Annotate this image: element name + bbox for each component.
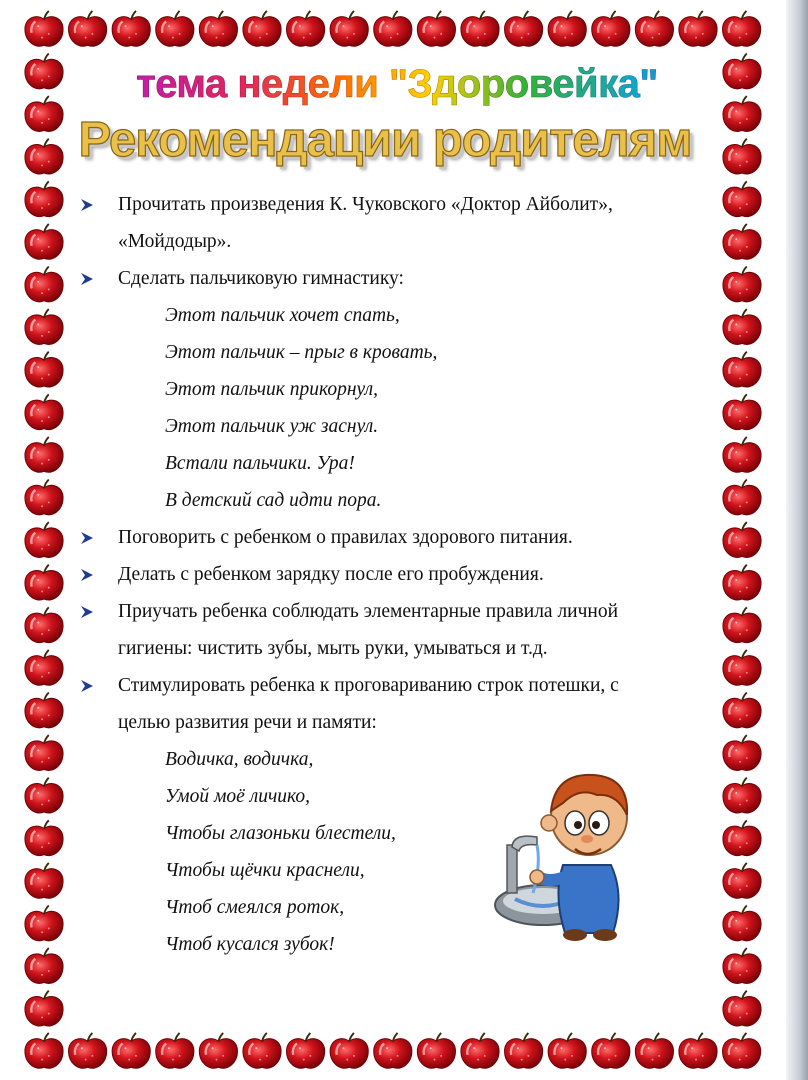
apple-icon xyxy=(723,650,761,685)
poem-line: Чтоб кусался зубок! xyxy=(165,934,335,955)
apple-icon xyxy=(723,735,761,770)
arrowhead-bullet-icon xyxy=(80,605,94,619)
apple-icon xyxy=(548,11,586,46)
apple-icon xyxy=(156,11,194,46)
apple-icon xyxy=(25,437,63,472)
apple-icon xyxy=(25,1033,63,1068)
apple-icon xyxy=(25,565,63,600)
list-item-finger-gymnastics xyxy=(80,260,700,297)
apple-icon xyxy=(287,11,325,46)
apple-icon xyxy=(25,863,63,898)
apple-icon xyxy=(723,778,761,813)
list-item-nursery-rhyme xyxy=(80,667,700,741)
apple-icon xyxy=(723,863,761,898)
apple-icon xyxy=(723,1033,761,1068)
apple-icon xyxy=(25,735,63,770)
apple-icon xyxy=(25,693,63,728)
poem-line: Чтобы щёчки краснели, xyxy=(165,860,365,881)
item-line: Стимулировать ребенка к проговариванию строк потешки, с xyxy=(118,675,619,696)
apple-icon xyxy=(635,11,673,46)
apple-icon xyxy=(25,522,63,557)
apple-icon xyxy=(25,607,63,642)
poem-line: Умой моё личико, xyxy=(165,786,311,807)
main-title: Рекомендации родителям xyxy=(78,113,692,167)
apple-icon xyxy=(723,224,761,259)
list-item-exercise xyxy=(80,556,700,593)
apple-icon xyxy=(243,1033,281,1068)
apple-icon xyxy=(243,11,281,46)
arrowhead-bullet-icon xyxy=(80,679,94,693)
apple-border-right xyxy=(723,54,761,1027)
apple-icon xyxy=(25,224,63,259)
item-line: Приучать ребенка соблюдать элементарные правила личной xyxy=(118,601,619,622)
boy-washing-hands-icon xyxy=(493,765,643,945)
apple-icon xyxy=(723,906,761,941)
apple-icon xyxy=(592,11,630,46)
apple-icon xyxy=(723,480,761,515)
apple-icon xyxy=(723,11,761,46)
apple-icon xyxy=(417,1033,455,1068)
apple-icon xyxy=(25,394,63,429)
apple-icon xyxy=(25,650,63,685)
apple-icon xyxy=(199,1033,237,1068)
item-line: Поговорить с ребенком о правилах здорового питания. xyxy=(118,527,573,548)
apple-icon xyxy=(330,11,368,46)
apple-icon xyxy=(723,820,761,855)
apple-icon xyxy=(723,181,761,216)
list-item-reading xyxy=(80,186,700,260)
poem-line: Водичка, водичка, xyxy=(165,749,314,770)
apple-icon xyxy=(723,267,761,302)
item-line: Прочитать произведения К. Чуковского «Доктор Айболит», xyxy=(118,194,613,215)
apple-icon xyxy=(679,1033,717,1068)
apple-icon xyxy=(723,394,761,429)
item-line: «Мойдодыр». xyxy=(118,231,232,252)
apple-icon xyxy=(461,11,499,46)
item-line: Делать с ребенком зарядку после его пробуждения. xyxy=(118,564,544,585)
apple-icon xyxy=(25,820,63,855)
poem-line: Встали пальчики. Ура! xyxy=(165,453,355,474)
poem-line: В детский сад идти пора. xyxy=(165,490,382,511)
poem-line: Этот пальчик – прыг в кровать, xyxy=(165,342,438,363)
poem-line: Этот пальчик хочет спать, xyxy=(165,305,400,326)
apple-icon xyxy=(417,11,455,46)
apple-icon xyxy=(374,1033,412,1068)
apple-icon xyxy=(112,1033,150,1068)
apple-icon xyxy=(25,181,63,216)
apple-icon xyxy=(505,1033,543,1068)
arrowhead-bullet-icon xyxy=(80,531,94,545)
apple-icon xyxy=(374,11,412,46)
apple-icon xyxy=(112,11,150,46)
item-line: гигиены: чистить зубы, мыть руки, умываться и т.д. xyxy=(118,638,548,659)
apple-icon xyxy=(287,1033,325,1068)
apple-icon xyxy=(723,437,761,472)
apple-icon xyxy=(156,1033,194,1068)
apple-icon xyxy=(723,309,761,344)
apple-border-bottom xyxy=(25,1033,761,1068)
apple-icon xyxy=(25,480,63,515)
arrowhead-bullet-icon xyxy=(80,568,94,582)
apple-icon xyxy=(199,11,237,46)
arrowhead-bullet-icon xyxy=(80,198,94,212)
item-line: целью развития речи и памяти: xyxy=(118,712,377,733)
theme-title: тема недели "Здоровейка" xyxy=(0,62,794,107)
poem-line: Этот пальчик прикорнул, xyxy=(165,379,379,400)
poem-line: Чтобы глазоньки блестели, xyxy=(165,823,396,844)
apple-icon xyxy=(69,11,107,46)
apple-icon xyxy=(25,267,63,302)
apple-icon xyxy=(25,991,63,1026)
page-edge-shadow xyxy=(786,0,808,1080)
apple-icon xyxy=(69,1033,107,1068)
poem-line: Этот пальчик уж заснул. xyxy=(165,416,379,437)
list-item-healthy-food xyxy=(80,519,700,556)
apple-icon xyxy=(25,948,63,983)
poem-line: Чтоб смеялся роток, xyxy=(165,897,345,918)
apple-icon xyxy=(548,1033,586,1068)
arrowhead-bullet-icon xyxy=(80,272,94,286)
apple-icon xyxy=(635,1033,673,1068)
apple-icon xyxy=(723,565,761,600)
apple-icon xyxy=(461,1033,499,1068)
apple-icon xyxy=(25,778,63,813)
apple-border-left xyxy=(25,54,63,1027)
item-line: Сделать пальчиковую гимнастику: xyxy=(118,268,404,289)
apple-icon xyxy=(723,991,761,1026)
apple-icon xyxy=(723,693,761,728)
apple-icon xyxy=(723,352,761,387)
apple-icon xyxy=(25,309,63,344)
apple-icon xyxy=(330,1033,368,1068)
apple-icon xyxy=(25,906,63,941)
apple-icon xyxy=(25,11,63,46)
list-item-hygiene xyxy=(80,593,700,667)
apple-border-top xyxy=(25,11,761,46)
poem-fingers xyxy=(80,297,700,519)
apple-icon xyxy=(723,607,761,642)
apple-icon xyxy=(723,522,761,557)
apple-icon xyxy=(505,11,543,46)
apple-icon xyxy=(25,352,63,387)
apple-icon xyxy=(679,11,717,46)
apple-icon xyxy=(723,948,761,983)
apple-icon xyxy=(592,1033,630,1068)
